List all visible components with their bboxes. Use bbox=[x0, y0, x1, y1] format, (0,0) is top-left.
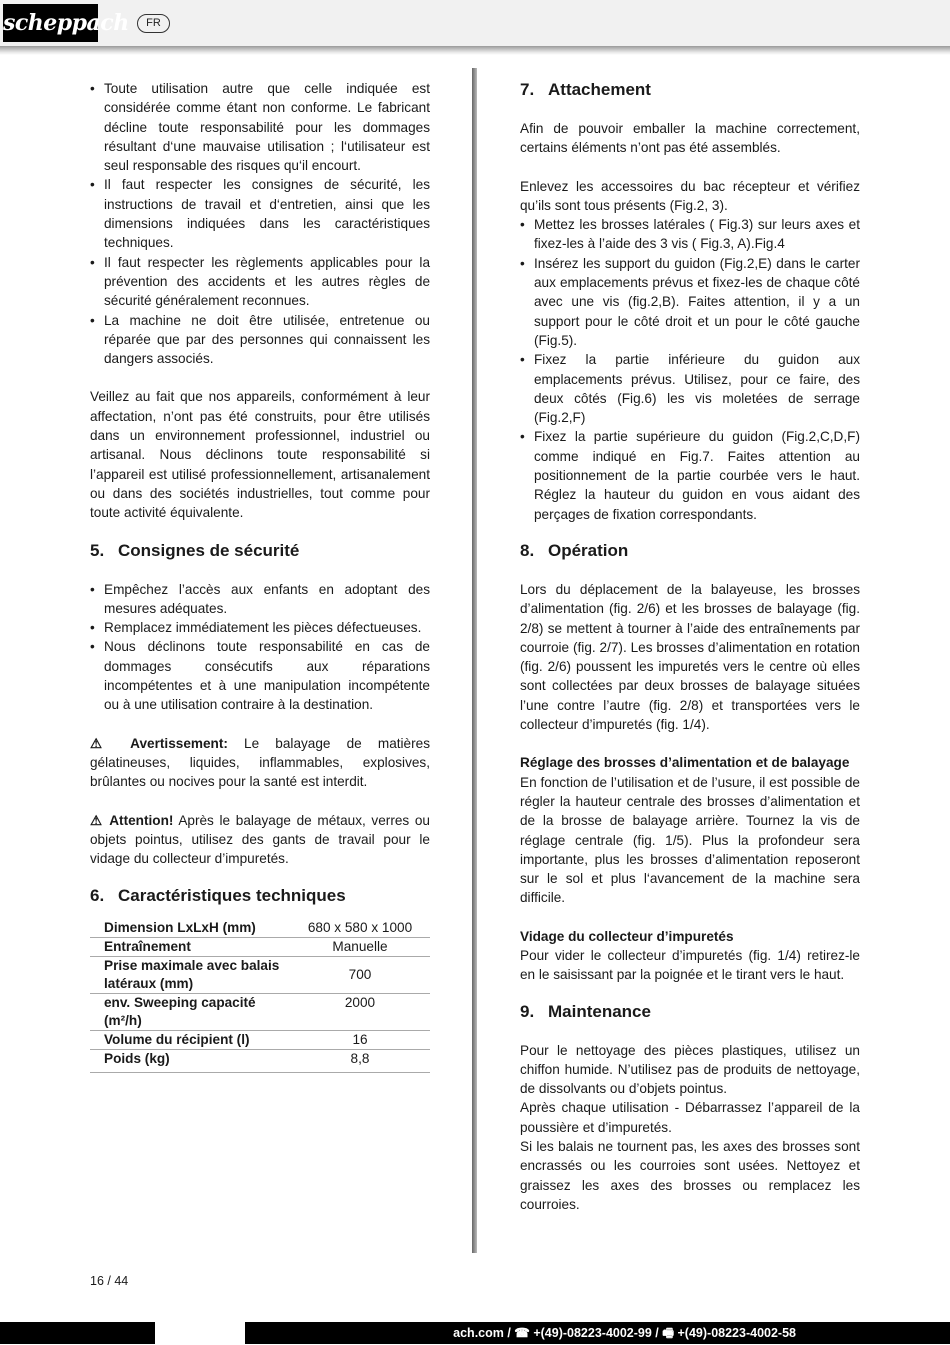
spec-key: Volume du récipient (l) bbox=[90, 1031, 290, 1050]
list-item: • Insérez les support du guidon (Fig.2,E) dans le carter aux emplacements prévus et fixez-les de chaque côté avec une vis (fig.2,B). Faites attention, il y a un support pour le côté droit et un pour le côté gauche (Fig.5). bbox=[520, 254, 860, 350]
table-row bbox=[90, 957, 430, 994]
maintenance-paragraph-2: Après chaque utilisation - Débarrassez l’appareil de la poussière et d’impuretés. bbox=[520, 1100, 860, 1135]
spec-value: 2000 bbox=[290, 994, 430, 1031]
attention-label: ⚠ Attention! bbox=[90, 812, 174, 828]
section-7-heading bbox=[520, 79, 860, 101]
section-number: 9. bbox=[520, 1001, 535, 1021]
page-number: 16 / 44 bbox=[90, 1274, 129, 1288]
safety-bullet-list bbox=[90, 580, 430, 715]
spec-key: Prise maximale avec balais latéraux (mm) bbox=[90, 957, 290, 994]
spec-value: 8,8 bbox=[290, 1050, 430, 1073]
warning-paragraph bbox=[90, 734, 430, 792]
assembly-bullet-list bbox=[520, 215, 860, 524]
brand-logo: scheppach bbox=[3, 4, 98, 42]
language-badge: FR bbox=[137, 14, 170, 33]
assembly-check: Enlevez les accessoires du bac récepteur et vérifiez qu’ils sont tous présents (Fig.2, 3). bbox=[520, 178, 860, 213]
section-6-heading bbox=[90, 885, 430, 907]
maintenance-paragraph-3: Si les balais ne tournent pas, les axes des brosses sont encrassés ou les courroies sont usées. Nettoyez et graissez les axes des brosses ou remplacez les courroies. bbox=[520, 1139, 860, 1212]
warning-text: Le balayage de matières gélatineuses, liquides, inflammables, explosives, brûlantes ou nocives pour la santé est interdit. bbox=[90, 735, 431, 790]
warning-label: ⚠ Avertissement: bbox=[90, 735, 228, 751]
section-title: Opération bbox=[548, 540, 629, 560]
brush-adjust-paragraph: En fonction de l’utilisation et de l’usure, il est possible de régler la hauteur centrale des brosses d’alimentation et de la brosse de balayage arrière. Tournez la vis de réglage centrale (fig. 1/5). Plus la profondeur sera importante, plus les brosses d’alimentation reposeront sur le sol et plus l‘avancement de la machine sera difficile. bbox=[520, 774, 860, 906]
list-item: • Nous déclinons toute responsabilité en cas de dommages consécutifs aux réparations incompétentes et à une manipulation incompétente ou à une utilisation contraire à la destination. bbox=[90, 637, 430, 714]
left-column bbox=[90, 79, 430, 1073]
table-row bbox=[90, 994, 430, 1031]
section-number: 5. bbox=[90, 540, 105, 560]
footer-gap bbox=[155, 1322, 245, 1344]
attention-paragraph bbox=[90, 811, 430, 869]
table-row bbox=[90, 1050, 430, 1073]
table-row bbox=[90, 917, 430, 938]
table-row bbox=[90, 1031, 430, 1050]
section-number: 8. bbox=[520, 540, 535, 560]
column-divider bbox=[472, 68, 477, 1253]
emptying-heading: Vidage du collecteur d’impuretés bbox=[520, 928, 734, 944]
list-item: • Empêchez l’accès aux enfants en adoptant des mesures adéquates. bbox=[90, 580, 430, 619]
right-column bbox=[520, 79, 860, 1214]
emptying-paragraph: Pour vider le collecteur d’impuretés (fig. 1/4) retirez-le en le saisissant par la poignée et le tirant vers le haut. bbox=[520, 947, 860, 983]
assembly-intro: Afin de pouvoir emballer la machine correctement, certains éléments n’ont pas été assemblés. bbox=[520, 121, 860, 156]
footer-contact: ach.com / ☎ +(49)-08223-4002-99 / 🖷 +(49)-08223-4002-58 bbox=[453, 1326, 796, 1340]
section-number: 7. bbox=[520, 80, 535, 99]
list-item: • Remplacez immédiatement les pièces défectueuses. bbox=[90, 618, 430, 637]
spec-key: Poids (kg) bbox=[90, 1050, 290, 1073]
spec-value: Manuelle bbox=[290, 938, 430, 957]
spec-value: 16 bbox=[290, 1031, 430, 1050]
list-item: • La machine ne doit être utilisée, entretenue ou réparée que par des personnes qui connaissent les dangers associés. bbox=[90, 311, 430, 369]
usage-bullet-list bbox=[90, 79, 430, 368]
brush-adjust-heading: Réglage des brosses d’alimentation et de balayage bbox=[520, 755, 850, 771]
attention-text: Après le balayage de métaux, verres ou objets pointus, utilisez des gants de travail pour le vidage du collecteur d’impuretés. bbox=[90, 812, 430, 867]
list-item: • Il faut respecter les consignes de sécurité, les instructions de travail et d‘entretien, ainsi que les dimensions indiquées dans les caractéristiques techniques. bbox=[90, 175, 430, 252]
section-9-heading bbox=[520, 1001, 860, 1023]
spec-key: Dimension LxLxH (mm) bbox=[90, 917, 290, 938]
spec-key: Entraînement bbox=[90, 938, 290, 957]
header-shadow bbox=[0, 46, 950, 55]
spec-key: env. Sweeping capacité (m²/h) bbox=[90, 994, 290, 1031]
section-5-heading bbox=[90, 540, 430, 562]
maintenance-paragraph-1: Pour le nettoyage des pièces plastiques, utilisez un chiffon humide. N’utilisez pas de produits de nettoyage, de dissolvants ou d’objets pointus. bbox=[520, 1042, 860, 1097]
page-header bbox=[0, 0, 950, 46]
section-title: Consignes de sécurité bbox=[118, 540, 300, 560]
operation-paragraph: Lors du déplacement de la balayeuse, les brosses d’alimentation (fig. 2/6) et les brosses de balayage (fig. 2/8) se mettent à tourner à l’aide des entraînements par courroie (fig. 2/7). Les brosses d’alimentation en rotation (fig. 2/6) poussent les impuretés vers le centre où elles sont collectées par deux brosses de balayage situées l’une contre l’autre (fig. 2/8) et transportées vers le collecteur d’impuretés (fig. 1/4). bbox=[520, 581, 860, 733]
spec-value: 680 x 580 x 1000 bbox=[290, 917, 430, 938]
list-item: • Mettez les brosses latérales ( Fig.3) sur leurs axes et fixez-les à l’aide des 3 vis ( Fig.3, A).Fig.4 bbox=[520, 215, 860, 254]
list-item: • Fixez la partie inférieure du guidon aux emplacements prévus. Utilisez, pour ce faire, des deux côtés (Fig.6) les vis moletées de serrage (Fig.2,F) bbox=[520, 350, 860, 427]
spec-value: 700 bbox=[290, 957, 430, 994]
list-item: • Il faut respecter les règlements applicables pour la prévention des accidents et les autres règles de sécurité généralement reconnues. bbox=[90, 253, 430, 311]
section-number: 6. bbox=[90, 886, 105, 906]
section-8-heading bbox=[520, 540, 860, 562]
table-row bbox=[90, 938, 430, 957]
usage-paragraph: Veillez au fait que nos appareils, conformément à leur affectation, n’ont pas été construits, pour être utilisés dans un environnement professionnel, industriel ou artisanal. Nous déclinons toute responsabilité si l’appareil est utilisé professionnellement, artisanalement ou dans des sociétés industrielles, tout comme pour toute activité équivalente. bbox=[90, 389, 430, 521]
section-title: Attachement bbox=[548, 80, 651, 99]
section-title: Caractéristiques techniques bbox=[118, 886, 346, 906]
spec-table bbox=[90, 917, 430, 1073]
list-item: • Toute utilisation autre que celle indiquée est considérée comme étant non conforme. Le fabricant décline toute responsabilité pour les dommages résultant d‘une mauvaise utilisation ; l‘utilisateur est seul responsable des risques qu‘il encourt. bbox=[90, 79, 430, 175]
list-item: • Fixez la partie supérieure du guidon (Fig.2,C,D,F) comme indiqué en Fig.7. Faites attention au positionnement de la partie courbée vers le haut. Réglez la hauteur du guidon en vous aidant des perçages de fixation correspondants. bbox=[520, 427, 860, 523]
section-title: Maintenance bbox=[548, 1001, 651, 1021]
